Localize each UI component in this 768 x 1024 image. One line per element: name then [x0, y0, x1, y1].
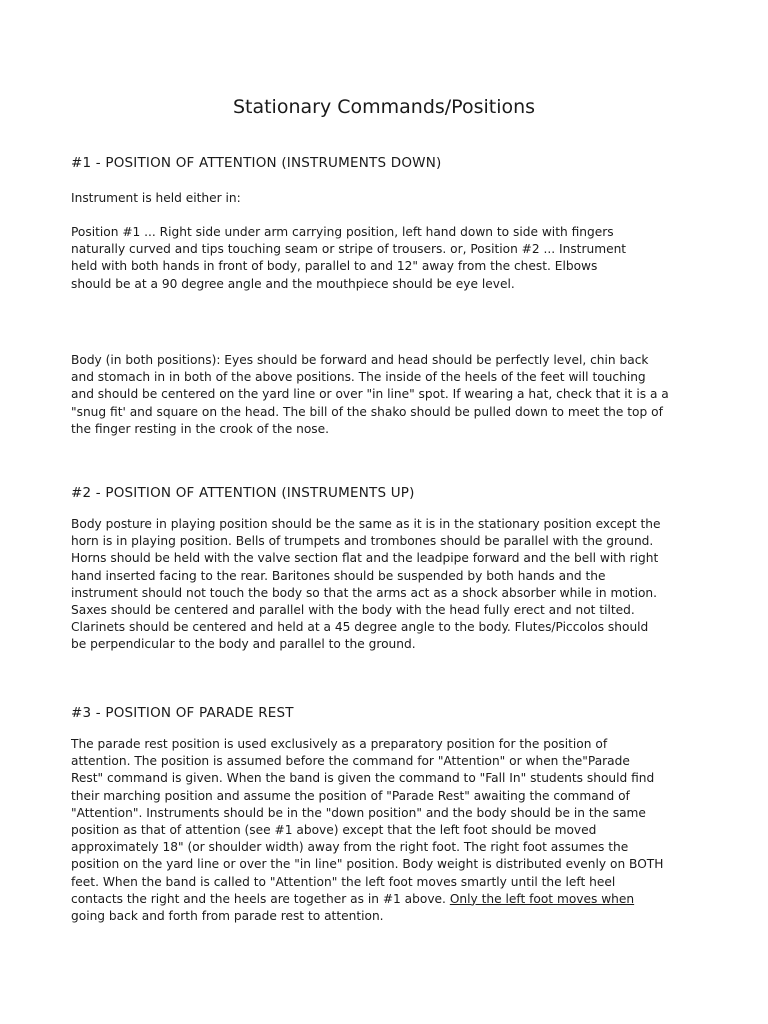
- section-3-heading: #3 - POSITION OF PARADE REST: [71, 705, 294, 721]
- text-line: and stomach in in both of the above positions. The inside of the heels of the feet will touching: [71, 370, 646, 385]
- text-line: Horns should be held with the valve section flat and the leadpipe forward and the bell with right: [71, 551, 659, 566]
- text-line-with-underline: [71, 891, 671, 908]
- text-line: going back and forth from parade rest to attention.: [71, 909, 384, 924]
- text-line: Body posture in playing position should be the same as it is in the stationary position except the: [71, 517, 661, 531]
- text-line: be perpendicular to the body and parallel to the ground.: [71, 637, 416, 652]
- section-1-paragraph-1: [71, 224, 671, 293]
- text-line: instrument should not touch the body so that the arms act as a shock absorber while in motion.: [71, 585, 658, 600]
- text-line: feet. When the band is called to "Attention" the left foot moves smartly until the left heel: [71, 874, 616, 889]
- text-line: "Attention". Instruments should be in the "down position" and the body should be in the same: [71, 805, 646, 820]
- text-line: Instrument is held either in:: [71, 191, 241, 205]
- section-2-paragraph: [71, 516, 671, 654]
- text-line: position on the yard line or over the "in line" position. Body weight is distributed evenly on BOTH: [71, 857, 664, 872]
- text-line: horn is in playing position. Bells of trumpets and trombones should be parallel with the ground.: [71, 534, 654, 549]
- text-line: attention. The position is assumed before the command for "Attention" or when the"Parade: [71, 754, 630, 769]
- underlined-emphasis: Only the left foot moves when: [449, 891, 635, 906]
- text-line: "snug fit' and square on the head. The bill of the shako should be pulled down to meet the top of: [71, 404, 663, 419]
- text-line: their marching position and assume the position of "Parade Rest" awaiting the command of: [71, 788, 630, 803]
- section-1-paragraph-2: [71, 352, 671, 438]
- text-line: the finger resting in the crook of the nose.: [71, 421, 330, 436]
- text-line: and should be centered on the yard line or over "in line" spot. If wearing a hat, check that it is a a: [71, 387, 669, 402]
- page-title: Stationary Commands/Positions: [232, 96, 536, 118]
- text-line: Position #1 ... Right side under arm carrying position, left hand down to side with fingers: [71, 225, 614, 239]
- section-1-heading: #1 - POSITION OF ATTENTION (INSTRUMENTS DOWN): [71, 155, 442, 171]
- section-1-intro: [71, 190, 671, 207]
- text-line: Saxes should be centered and parallel with the body with the head fully erect and not tilted.: [71, 603, 635, 618]
- section-3-paragraph: [71, 736, 671, 925]
- text-line: The parade rest position is used exclusively as a preparatory position for the position of: [71, 737, 608, 751]
- text-segment: contacts the right and the heels are together as in #1 above.: [71, 891, 450, 906]
- text-line: Rest" command is given. When the band is given the command to "Fall In" students should find: [71, 771, 655, 786]
- text-line: hand inserted facing to the rear. Baritones should be suspended by both hands and the: [71, 568, 606, 583]
- text-line: Body (in both positions): Eyes should be forward and head should be perfectly level, chin back: [71, 353, 649, 367]
- section-2-heading: #2 - POSITION OF ATTENTION (INSTRUMENTS UP): [71, 485, 415, 501]
- text-line: held with both hands in front of body, parallel to and 12" away from the chest. Elbows: [71, 259, 598, 274]
- text-line: Clarinets should be centered and held at a 45 degree angle to the body. Flutes/Piccolos should: [71, 620, 649, 635]
- text-line: should be at a 90 degree angle and the mouthpiece should be eye level.: [71, 276, 515, 291]
- text-line: naturally curved and tips touching seam or stripe of trousers. or, Position #2 ... Instrument: [71, 242, 627, 257]
- text-line: position as that of attention (see #1 above) except that the left foot should be moved: [71, 823, 597, 838]
- text-line: approximately 18" (or shoulder width) away from the right foot. The right foot assumes the: [71, 840, 629, 855]
